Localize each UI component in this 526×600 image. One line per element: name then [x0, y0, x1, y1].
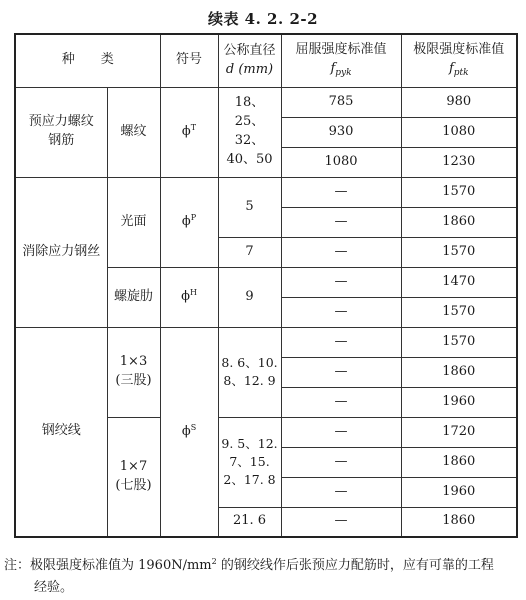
g3-symbol-sup: S — [190, 422, 197, 432]
note-line-2: 经验。 — [34, 580, 74, 595]
g1-symbol-sup: T — [190, 123, 197, 133]
g2-d7: 7 — [218, 237, 281, 267]
header-yield-symbol: f — [330, 61, 336, 77]
g3-r0-fptk: 1570 — [401, 327, 517, 357]
g1-r1-fpyk: 930 — [281, 117, 401, 147]
g1-sub: 螺纹 — [107, 87, 160, 177]
g3-r1-fptk: 1860 — [401, 357, 517, 387]
header-yield-label: 屈服强度标准值 — [295, 42, 387, 58]
g2-r2-fptk: 1570 — [401, 237, 517, 267]
header-yield-subscript: pyk — [335, 68, 352, 79]
g2-symbol-b — [160, 267, 218, 327]
g2-r4-fpyk: — — [281, 297, 401, 327]
g2-symbol-b-sup: H — [189, 288, 197, 298]
g3-kind: 钢绞线 — [15, 327, 107, 537]
g3-r4-fptk: 1860 — [401, 447, 517, 477]
g2-sub-a: 光面 — [107, 177, 160, 267]
g3-sub-b-line2: (七股) — [115, 477, 152, 493]
header-yield — [281, 34, 401, 87]
g3-r6-fptk: 1860 — [401, 507, 517, 537]
header-ultimate-label: 极限强度标准值 — [413, 42, 505, 58]
g3-d-b-text: 9. 5、12. 7、15. 2、17. 8 — [221, 435, 278, 488]
g2-symbol-b-text: ϕ — [181, 289, 190, 305]
header-diameter-label: 公称直径 — [223, 42, 276, 58]
note-line-1-b: 的钢绞线作后张预应力配筋时，应有可靠的工程 — [216, 558, 494, 573]
g1-symbol-text: ϕ — [181, 124, 191, 140]
g3-r3-fptk: 1720 — [401, 417, 517, 447]
g3-sub-b — [107, 417, 160, 537]
table-note — [4, 551, 520, 599]
g1-diameter-text: 18、25、32、40、50 — [226, 95, 273, 167]
g3-d-a — [218, 327, 281, 417]
g2-symbol-a — [160, 177, 218, 267]
g1-kind-text: 预应力螺纹钢筋 — [28, 114, 94, 148]
g1-r2-fpyk: 1080 — [281, 147, 401, 177]
steel-strength-table — [14, 33, 518, 538]
g2-d9: 9 — [218, 267, 281, 327]
g2-r1-fpyk: — — [281, 207, 401, 237]
g2-r1-fptk: 1860 — [401, 207, 517, 237]
g2-r4-fptk: 1570 — [401, 297, 517, 327]
g3-r2-fptk: 1960 — [401, 387, 517, 417]
g1-symbol — [160, 87, 218, 177]
g2-d5: 5 — [218, 177, 281, 237]
g3-r4-fpyk: — — [281, 447, 401, 477]
g2-symbol-a-sup: P — [190, 213, 197, 223]
header-kind: 种 类 — [15, 34, 160, 87]
g3-d-c: 21. 6 — [218, 507, 281, 537]
g2-sub-b: 螺旋肋 — [107, 267, 160, 327]
g3-r0-fpyk: — — [281, 327, 401, 357]
g2-r0-fptk: 1570 — [401, 177, 517, 207]
g3-r5-fptk: 1960 — [401, 477, 517, 507]
g1-r0-fpyk: 785 — [281, 87, 401, 117]
g3-sub-b-line1: 1×7 — [119, 458, 148, 474]
header-symbol: 符号 — [160, 34, 218, 87]
header-diameter — [218, 34, 281, 87]
g1-diameter — [218, 87, 281, 177]
table-row — [15, 177, 517, 207]
g2-r0-fpyk: — — [281, 177, 401, 207]
g3-d-a-text: 8. 6、10. 8、12. 9 — [221, 354, 278, 388]
header-ultimate-subscript: ptk — [453, 68, 469, 79]
header-ultimate-symbol: f — [448, 61, 454, 77]
table-title: 续表 4. 2. 2-2 — [207, 10, 319, 28]
g3-symbol — [160, 327, 218, 537]
header-diameter-unit: d (mm) — [225, 61, 274, 77]
g2-r3-fptk: 1470 — [401, 267, 517, 297]
header-ultimate — [401, 34, 517, 87]
g2-r3-fpyk: — — [281, 267, 401, 297]
table-row — [15, 327, 517, 357]
g3-r3-fpyk: — — [281, 417, 401, 447]
header-row — [15, 34, 517, 87]
note-line-1-sup: 2 — [211, 557, 217, 566]
g3-r2-fpyk: — — [281, 387, 401, 417]
note-line-1 — [4, 551, 520, 577]
g3-sub-a-line2: (三股) — [115, 373, 152, 388]
g2-r2-fpyk: — — [281, 237, 401, 267]
g2-kind: 消除应力钢丝 — [15, 177, 107, 327]
table-row — [15, 87, 517, 117]
g3-r1-fpyk: — — [281, 357, 401, 387]
g3-r6-fpyk: — — [281, 507, 401, 537]
g3-sub-a — [107, 327, 160, 417]
g1-kind — [15, 87, 107, 177]
note-line-1-a: 注：极限强度标准值为 1960N/mm — [4, 558, 212, 573]
g3-d-b — [218, 417, 281, 507]
g3-sub-a-line1: 1×3 — [119, 354, 148, 370]
g1-r0-fptk: 980 — [401, 87, 517, 117]
g1-r1-fptk: 1080 — [401, 117, 517, 147]
g1-r2-fptk: 1230 — [401, 147, 517, 177]
g3-r5-fpyk: — — [281, 477, 401, 507]
g2-symbol-a-text: ϕ — [181, 214, 191, 230]
g3-symbol-text: ϕ — [181, 423, 191, 439]
